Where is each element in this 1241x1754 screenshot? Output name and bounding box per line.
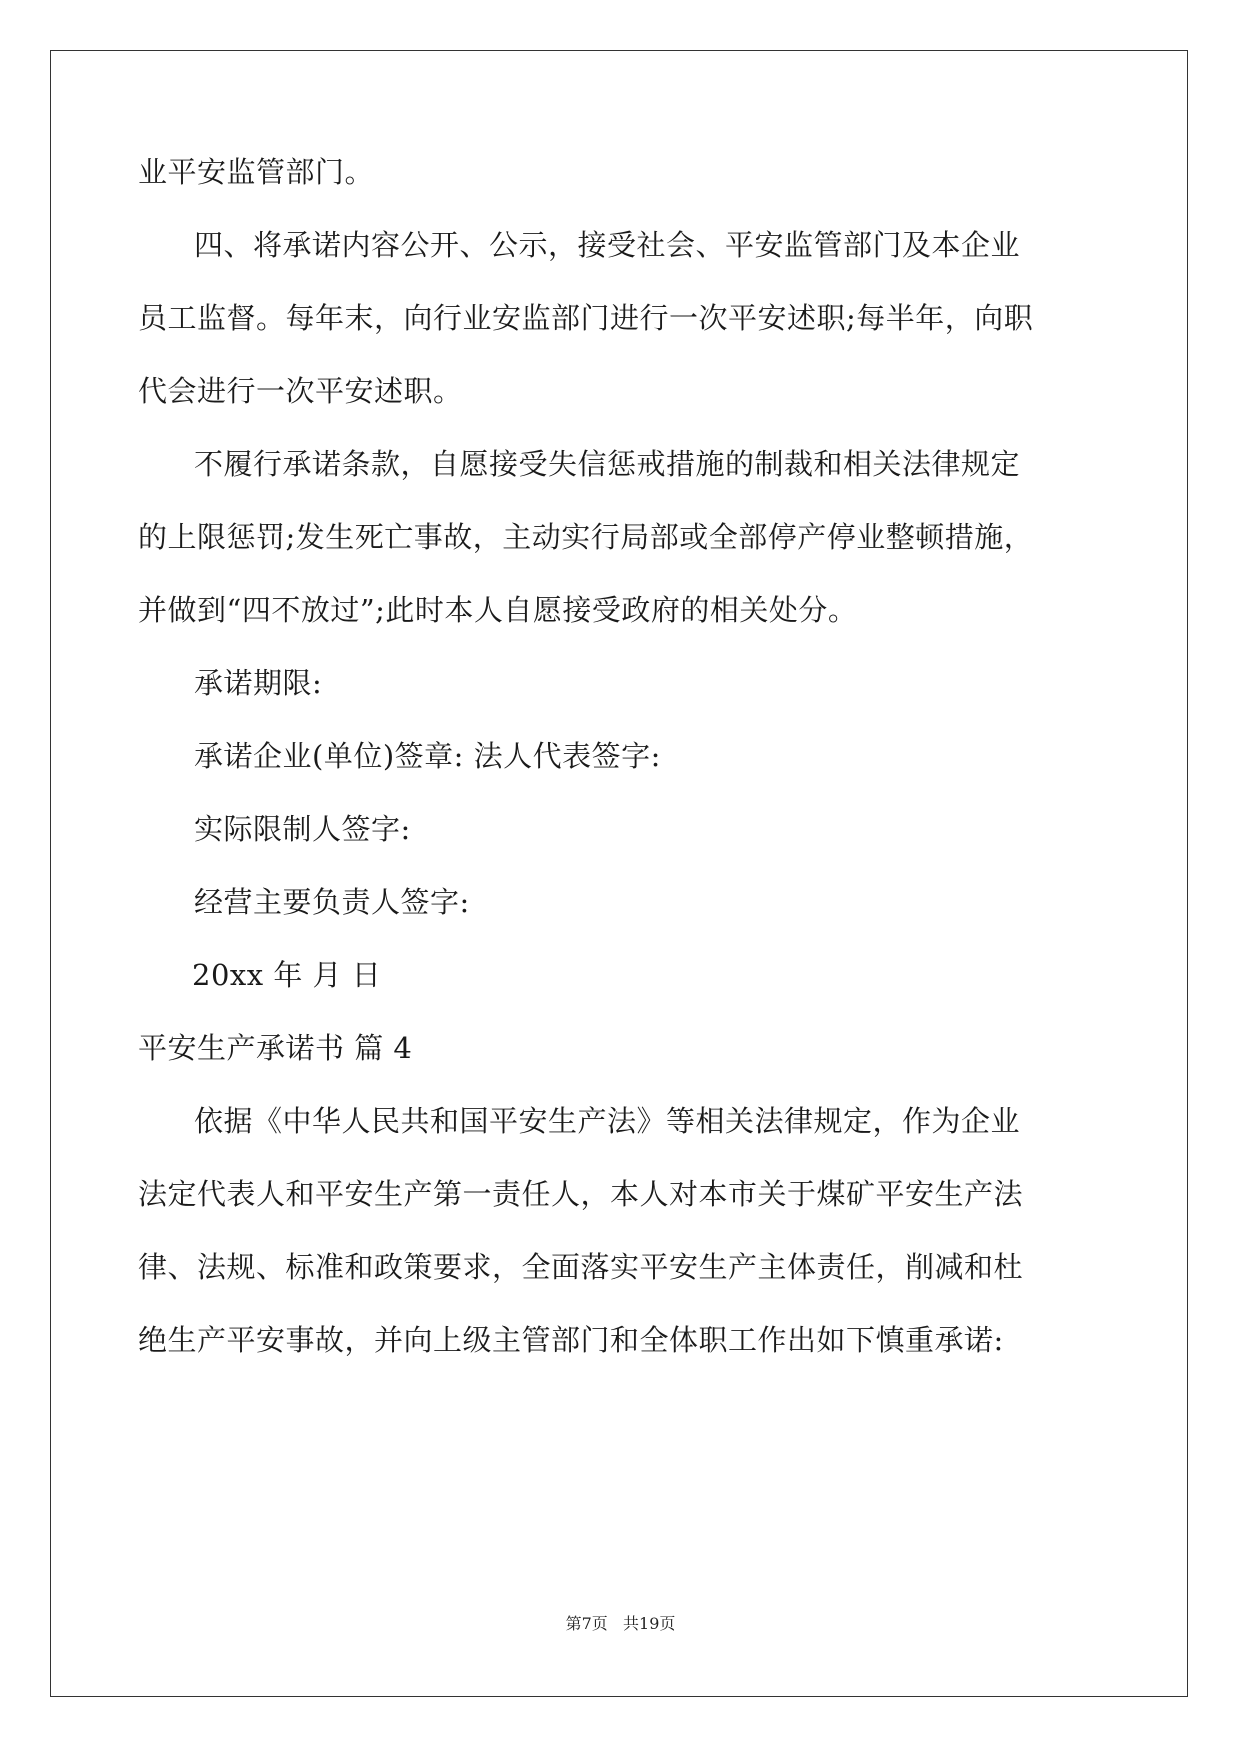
controller-signature-label: 实际限制人签字:: [194, 812, 411, 846]
section-heading: 平安生产承诺书 篇 4: [138, 1031, 413, 1065]
paragraph-line: 并做到“四不放过”;此时本人自愿接受政府的相关处分。: [138, 593, 858, 627]
paragraph-line: 四、将承诺内容公开、公示，接受社会、平安监管部门及本企业: [194, 228, 1021, 262]
company-seal-signature-label: 承诺企业(单位)签章: 法人代表签字:: [194, 739, 661, 773]
paragraph-line: 绝生产平安事故，并向上级主管部门和全体职工作出如下慎重承诺:: [138, 1323, 1004, 1357]
paragraph-line: 不履行承诺条款，自愿接受失信惩戒措施的制裁和相关法律规定: [194, 447, 1021, 481]
date-line: 20xx 年 月 日: [192, 958, 382, 992]
paragraph-line: 律、法规、标准和政策要求，全面落实平安生产主体责任，削减和杜: [138, 1250, 1024, 1284]
paragraph-line: 依据《中华人民共和国平安生产法》等相关法律规定，作为企业: [194, 1104, 1021, 1138]
paragraph-line: 的上限惩罚;发生死亡事故，主动实行局部或全部停产停业整顿措施，: [138, 520, 1034, 554]
paragraph-line: 员工监督。每年末，向行业安监部门进行一次平安述职;每半年，向职: [138, 301, 1034, 335]
commitment-period-label: 承诺期限:: [194, 666, 323, 700]
manager-signature-label: 经营主要负责人签字:: [194, 885, 470, 919]
page-number-footer: 第7页 共19页: [565, 1614, 676, 1633]
paragraph-line: 业平安监管部门。: [138, 155, 375, 189]
paragraph-line: 法定代表人和平安生产第一责任人，本人对本市关于煤矿平安生产法: [138, 1177, 1024, 1211]
paragraph-line: 代会进行一次平安述职。: [138, 374, 463, 408]
